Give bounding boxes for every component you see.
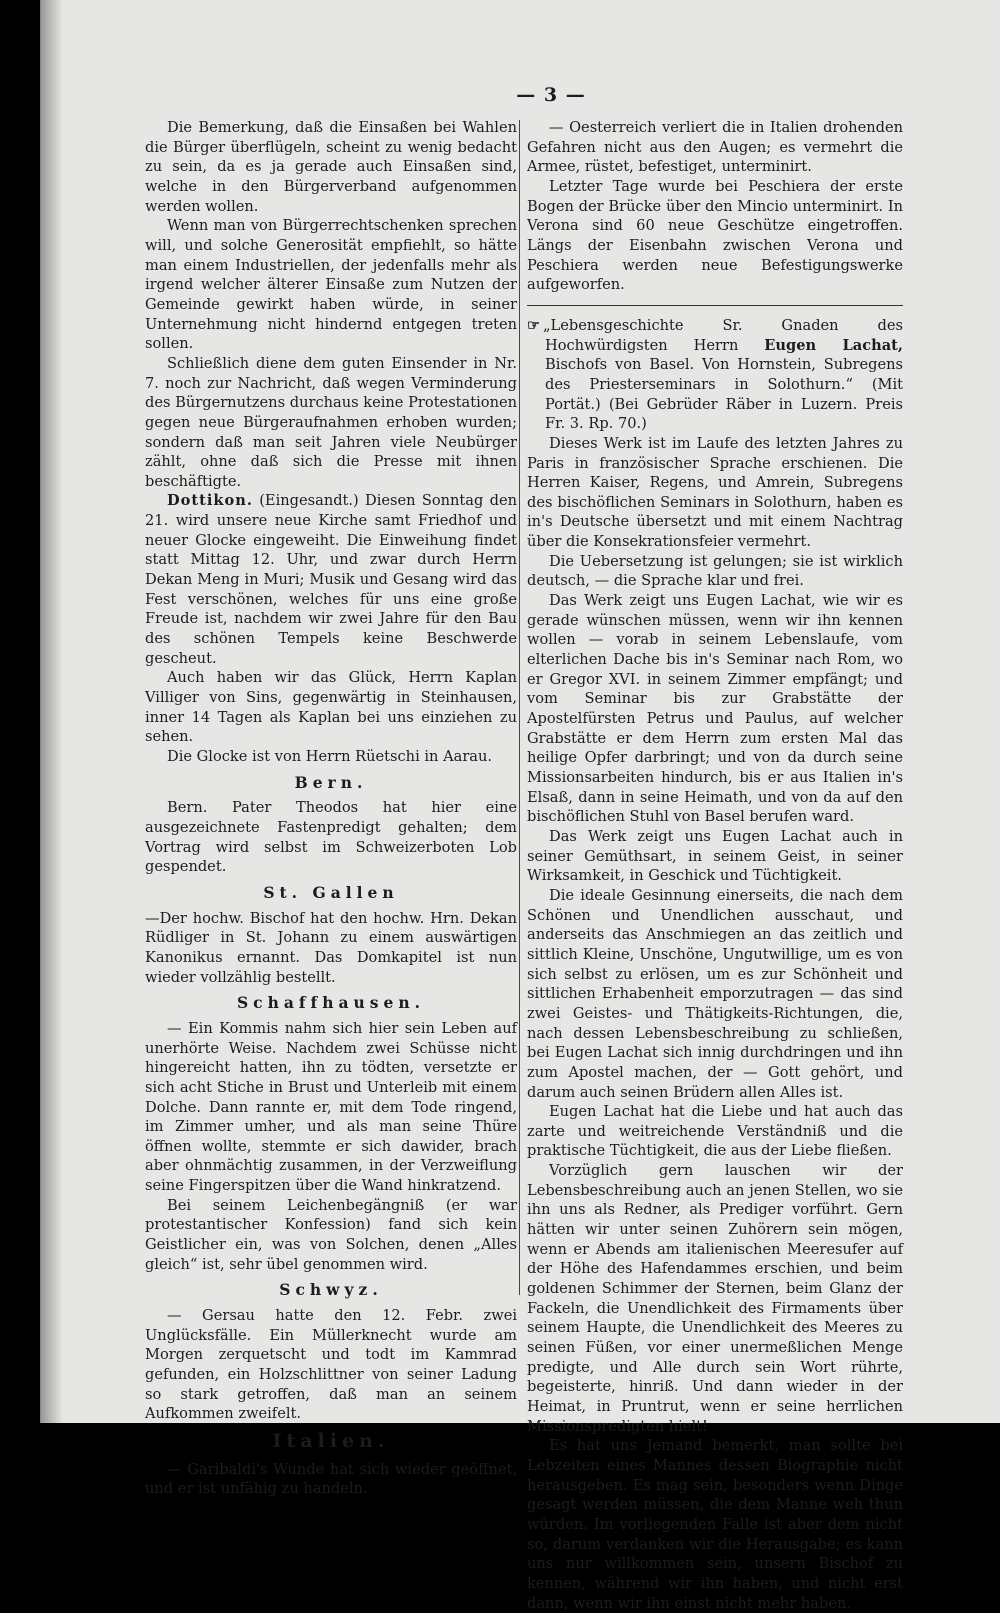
article-paragraph: Wenn man von Bürgerrechtschenken sprechen will, und solche Generosität empfiehlt, so hätte man einem Industriellen, der jedenfalls mehr als irgend welcher älterer Einsaße zum Nutzen der Gemeinde gewirkt haben würde, in seiner Unternehmung nicht hindernd entgegen treten sollen.	[145, 217, 517, 353]
newspaper-page	[40, 0, 1000, 1612]
review-paragraph: Die Uebersetzung ist gelungen; sie ist wirklich deutsch, — die Sprache klar und frei.	[527, 552, 903, 590]
section-heading-schaffhausen: Schaffhausen.	[236, 993, 426, 1013]
bern-paragraph: Bern. Pater Theodos hat hier eine ausgezeichnete Fastenpredigt gehalten; dem Vortrag wird selbst im Schweizerboten Lob gespendet.	[145, 799, 517, 876]
review-paragraph: Eugen Lachat hat die Liebe und hat auch das zarte und weitreichende Verständniß und die praktische Tüchtigkeit, die aus der Liebe fließen.	[527, 1103, 903, 1160]
page-number: — 3 —	[516, 84, 586, 106]
schaffhausen-paragraph-2: Bei seinem Leichenbegängniß (er war protestantischer Konfession) fand sich kein Geistlicher ein, was von Solchen, denen „Alles gleich“ ist, sehr übel genommen wird.	[145, 1196, 517, 1273]
book-person: Eugen Lachat,	[764, 336, 904, 354]
review-paragraph: Es hat uns Jemand bemerkt, man sollte bei Lebzeiten eines Mannes dessen Biographie nicht herausgeben. Es mag sein, besonders wenn Dinge gesagt werden müssen, die dem Manne weh thun würden. Im vorliegenden Falle ist aber dem nicht so, darum verdanken wir die Herausgabe; es kann uns nur willkommen sein, unsern Bischof zu kennen, während wir ihn haben, und nicht erst dann, wenn wir ihn einst nicht mehr haben.	[527, 1437, 903, 1612]
review-paragraph: Das Werk zeigt uns Eugen Lachat, wie wir es gerade wünschen müssen, wenn wir ihn kennen wollen — vorab in seinem Lebenslaufe, vom elterlichen Dache bis in's Seminar nach Rom, wo er Gregor XVI. in seinem Zimmer empfängt; und vom Seminar bis zur Grabstätte der Apostelfürsten Petrus und Paulus, auf welcher Grabstätte er dem Herrn zum ersten Mal das heilige Opfer darbringt; und von da durch seine Missionsarbeiten hindurch, bis er aus Italien in's Elsaß, dann in seine Heimath, und von da auf den bischöflichen Stuhl von Basel berufen ward.	[527, 592, 903, 826]
pointing-hand-icon: ☞	[527, 316, 541, 334]
book-title-end: Bischofs von Basel. Von Hornstein, Subregens des Priesterseminars in Solothurn.“ (Mit Portät.) (Bei Gebrüder Räber in Luzern. Preis Fr. 3. Rp. 70.)	[545, 356, 903, 433]
section-rule	[527, 305, 903, 306]
book-title-start: „Lebensgeschichte Sr. Gnaden des Hochwürdigsten Herrn	[543, 316, 903, 354]
article-paragraph: Die Bemerkung, daß die Einsaßen bei Wahlen die Bürger überflügeln, scheint zu wenig bedacht zu sein, da es ja gerade auch Einsaßen sind, welche in den Bürgerverband aufgenommen werden wollen.	[145, 119, 517, 215]
article-paragraph: — Oesterreich verliert die in Italien drohenden Gefahren nicht aus den Augen; es vermehrt die Armee, rüstet, befestiget, unterminirt.	[527, 119, 903, 176]
right-column	[527, 118, 903, 1613]
italien-paragraph: — Garibaldi's Wunde hat sich wieder geöffnet, und er ist unfähig zu handeln.	[145, 1460, 517, 1498]
review-paragraph: Die ideale Gesinnung einerseits, die nach dem Schönen und Unendlichen ausschaut, und anderseits das Anschmiegen an das zeitlich und sittlich Kleine, Unschöne, Ungutwillige, um es von sich selbst zu erlösen, um es zur Schönheit und sittlichen Erhabenheit emporzutragen — das sind zwei Geistes- und Thätigkeits-Richtungen, die, nach dessen Lebensbeschreibung zu schließen, bei Eugen Lachat sich innig durchdringen und ihn zum Apostel machen, der — Gott gehört, und darum auch seinen Brüdern allen Alles ist.	[527, 886, 903, 1101]
column-divider	[519, 120, 520, 1295]
section-heading-italien: Italien.	[272, 1430, 390, 1452]
page-binding-shadow	[41, 0, 63, 1423]
article-paragraph: Auch haben wir das Glück, Herrn Kaplan Villiger von Sins, gegenwärtig in Steinhausen, inner 14 Tagen als Kaplan bei uns einziehen zu sehen.	[145, 669, 517, 746]
review-paragraph: Das Werk zeigt uns Eugen Lachat auch in seiner Gemüthsart, in seinem Geist, in seiner Wirksamkeit, in Geschick und Tüchtigkeit.	[527, 827, 903, 885]
st-gallen-paragraph: —Der hochw. Bischof hat den hochw. Hrn. Dekan Rüdliger in St. Johann zu einem auswärtigen Kanonikus ernannt. Das Domkapitel ist nun wieder vollzählig bestellt.	[145, 909, 517, 986]
section-heading-st-gallen: St. Gallen	[263, 882, 399, 902]
review-paragraph: Vorzüglich gern lauschen wir der Lebensbeschreibung auch an jenen Stellen, wo sie ihn uns als Redner, als Prediger vorführt. Gern hätten wir unter seinen Zuhörern sein mögen, wenn er Abends am italienischen Meeresufer auf der Höhe des Hafendammes erschien, und beim goldenen Schimmer der Sternen, beim Glanz der Fackeln, die Unendlichkeit des Firmaments über seinem Haupte, die Unendlichkeit des Meeres zu seinen Füßen, vor einer unermeßlichen Menge predigte, und Alle durch sein Wort rührte, begeisterte, hinriß. Und dann wieder in der Heimat, in Pruntrut, wenn er seine herrlichen Missionspredigten hielt!	[527, 1162, 903, 1435]
dottikon-text: (Eingesandt.) Diesen Sonntag den 21. wird unsere neue Kirche samt Friedhof und neuer Glocke eingeweiht. Die Einweihung findet statt Mittag 12. Uhr, und zwar durch Herrn Dekan Meng in Muri; Musik und Gesang wird das Fest verschönen, welches für uns eine große Freude ist, nachdem wir zwei Jahre für den Bau des schönen Tempels keine Beschwerde gescheut.	[145, 492, 517, 667]
dottikon-lead: Dottikon.	[167, 492, 253, 510]
book-notice	[527, 316, 903, 434]
left-column	[145, 118, 517, 1499]
schaffhausen-paragraph: — Ein Kommis nahm sich hier sein Leben auf unerhörte Weise. Nachdem zwei Schüsse nicht hingereicht hatten, ihn zu tödten, versetzte er sich acht Stiche in Brust und Unterleib mit einem Dolche. Dann rannte er, mit dem Tode ringend, im Zimmer umher, und als man seine Thüre öffnen wollte, stemmte er sich dawider, brach aber ohnmächtig zusammen, in der Verzweiflung seine Fingerspitzen über die Wand hinkratzend.	[145, 1019, 517, 1195]
article-paragraph: Die Glocke ist von Herrn Rüetschi in Aarau.	[167, 748, 493, 765]
section-heading-bern: Bern.	[294, 772, 368, 792]
article-paragraph: Schließlich diene dem guten Einsender in Nr. 7. noch zur Nachricht, daß wegen Verminderung des Bürgernutzens durchaus keine Protestationen gegen neue Bürgeraufnahmen erhoben wurden; sondern daß man seit Jahren viele Neubürger zählt, ohne daß sich die Presse mit ihnen beschäftigte.	[145, 354, 517, 490]
schwyz-paragraph: — Gersau hatte den 12. Febr. zwei Unglücksfälle. Ein Müllerknecht wurde am Morgen zerquetscht und todt im Kammrad gefunden, ein Holzschlittner von seiner Ladung so stark getroffen, daß man an seinem Aufkommen zweifelt.	[145, 1307, 517, 1423]
dottikon-paragraph	[145, 491, 517, 668]
review-paragraph: Dieses Werk ist im Laufe des letzten Jahres zu Paris in französischer Sprache erschienen. Die Herren Kaiser, Regens, und Amrein, Subregens des bischöflichen Seminars in Solothurn, haben es in's Deutsche übersetzt und mit einem Nachtrag über die Konsekrationsfeier vermehrt.	[527, 434, 903, 551]
section-heading-schwyz: Schwyz.	[279, 1280, 383, 1300]
article-paragraph: Letzter Tage wurde bei Peschiera der erste Bogen der Brücke über den Mincio unterminirt. In Verona sind 60 neue Geschütze eingetroffen. Längs der Eisenbahn zwischen Verona und Peschiera werden neue Befestigungswerke aufgeworfen.	[527, 177, 903, 294]
